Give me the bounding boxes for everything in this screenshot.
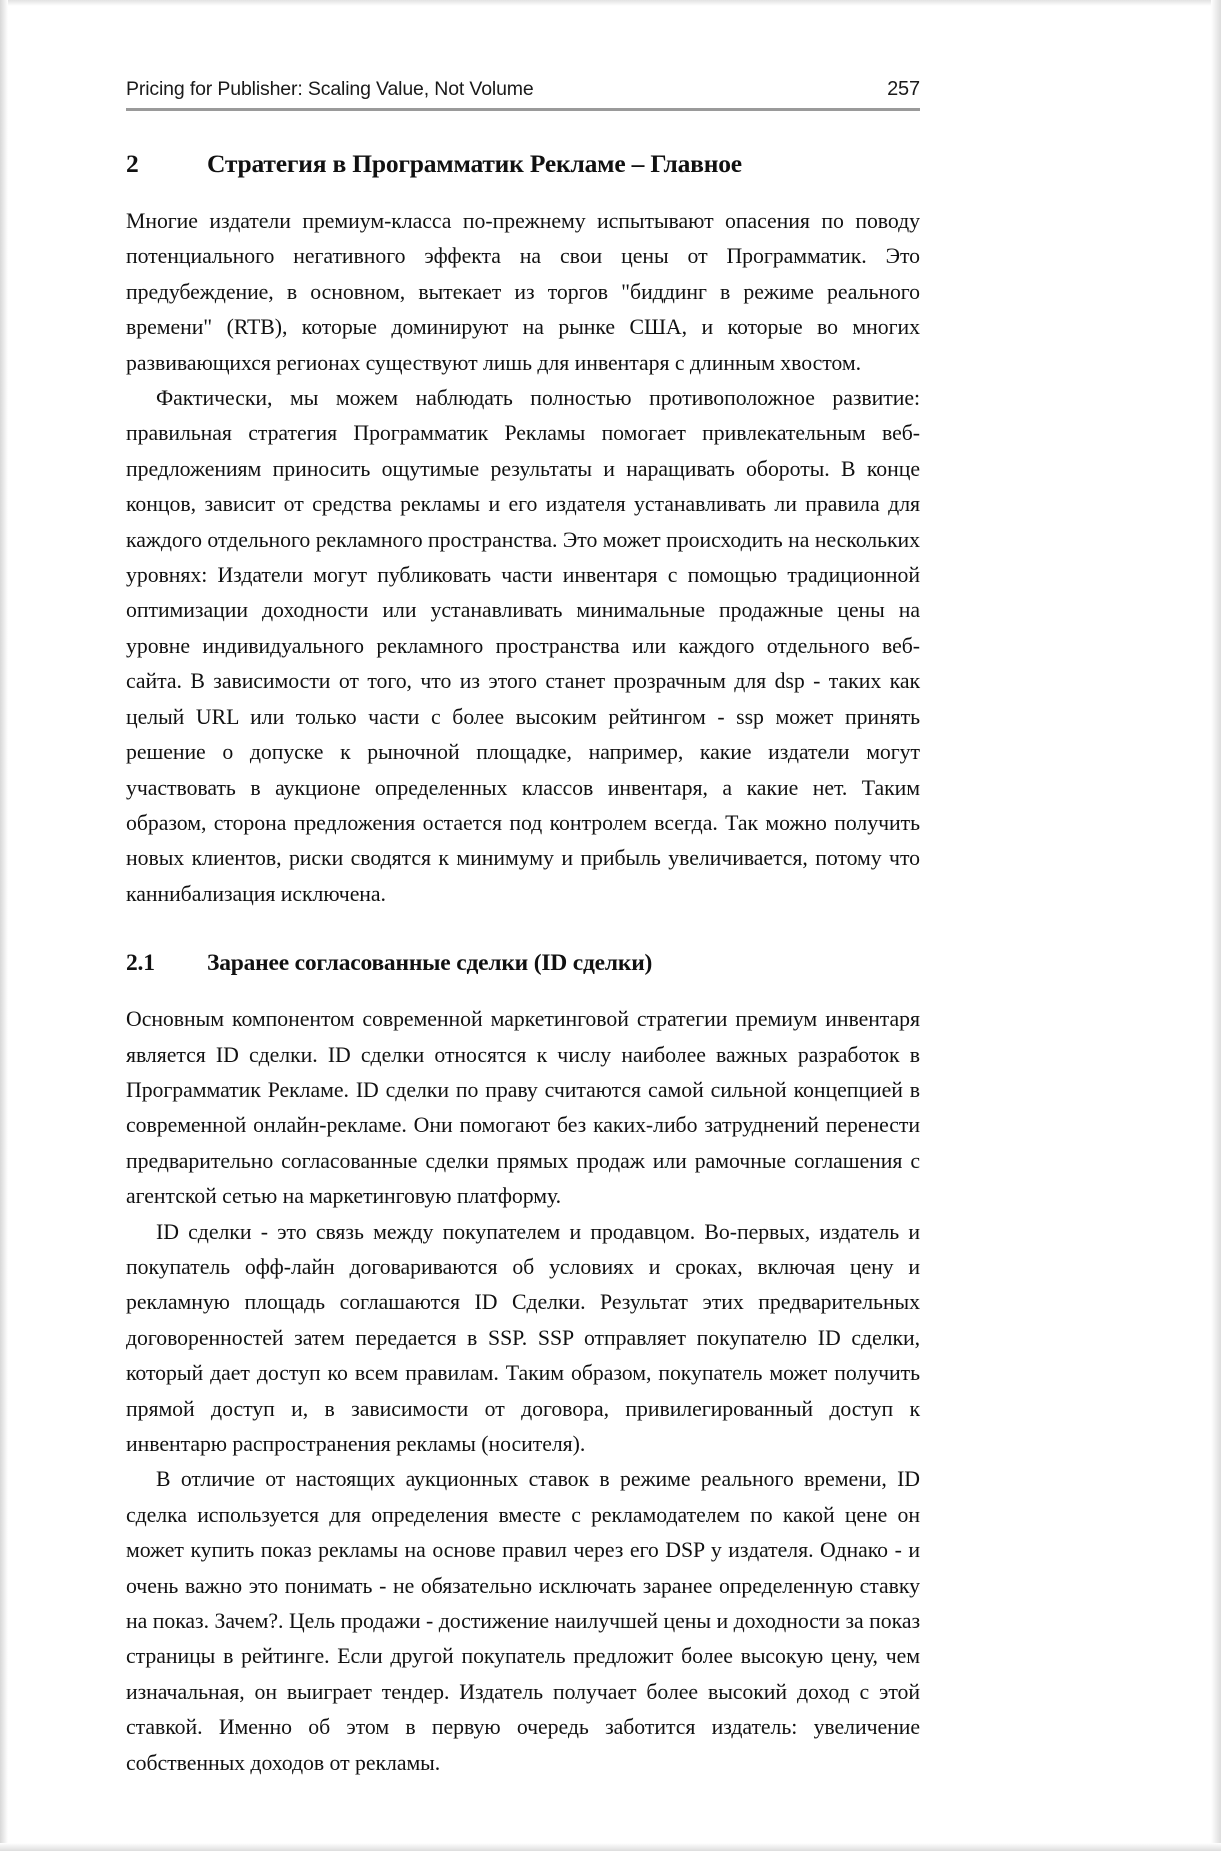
- header-rule: [126, 108, 920, 111]
- paragraph: ID сделки - это связь между покупателем и продавцом. Во-первых, издатель и покупатель офф-лайн договариваются об условиях и сроках, включая цену и рекламную площадь соглашаются ID Сделки. Результат этих предварительных договоренностей затем передается в SSP. SSP отправляет покупателю ID сделки, который дает доступ ко всем правилам. Таким образом, покупатель может получить прямой доступ и, в зависимости от договора, привилегированный доступ к инвентарю распространения рекламы (носителя).: [126, 1219, 920, 1456]
- scan-edge-bottom: [0, 1843, 1221, 1851]
- section-title: Стратегия в Программатик Рекламе – Главное: [207, 149, 742, 178]
- page-content: [126, 78, 920, 1781]
- paragraph: В отличие от настоящих аукционных ставок в режиме реального времени, ID сделка используется для определения вместе с рекламодателем по какой цене он может купить показ рекламы на основе правил через его DSP у издателя. Однако - и очень важно это понимать - не обязательно исключать заранее определенную ставку на показ. Зачем?. Цель продажи - достижение наилучшей цены и доходности за показ страницы в рейтинге. Если другой покупатель предложит более высокую цену, чем изначальная, он выиграет тендер. Издатель получает более высокий доход с этой ставкой. Именно об этом в первую очередь заботится издатель: увеличение собственных доходов от рекламы.: [126, 1467, 920, 1775]
- paragraph: Фактически, мы можем наблюдать полностью противоположное развитие: правильная стратегия Программатик Рекламы помогает привлекательным веб-предложениям приносить ощутимые результаты и наращивать обороты. В конце концов, зависит от средства рекламы и его издателя устанавливать ли правила для каждого отдельного рекламного пространства. Это может происходить на нескольких уровнях: Издатели могут публиковать части инвентаря с помощью традиционной оптимизации доходности или устанавливать минимальные продажные цены на уровне индивидуального рекламного пространства или каждого отдельного веб-сайта. В зависимости от того, что из этого станет прозрачным для dsp - таких как целый URL или только части с более высоким рейтингом - ssp может принять решение о допуске к рыночной площадке, например, какие издатели могут участвовать в аукционе определенных классов инвентаря, а какие нет. Таким образом, сторона предложения остается под контролем всегда. Так можно получить новых клиентов, риски сводятся к минимуму и прибыль увеличивается, потому что каннибализация исключена.: [126, 386, 920, 906]
- section-number: 2: [126, 149, 139, 178]
- scan-edge-left: [0, 0, 8, 1851]
- page-number: 257: [887, 78, 920, 100]
- body-block-deal-id: [126, 1002, 920, 1781]
- scan-edge-right: [1211, 0, 1221, 1851]
- body-block-intro: [126, 204, 920, 912]
- section-heading-2-1: [126, 950, 920, 977]
- subsection-number: 2.1: [126, 950, 155, 977]
- running-header-title: Pricing for Publisher: Scaling Value, Not Volume: [126, 78, 534, 100]
- scan-edge-top: [0, 0, 1221, 6]
- running-header: [126, 78, 920, 104]
- section-heading-2: [126, 149, 920, 179]
- subsection-title: Заранее согласованные сделки (ID сделки): [207, 950, 653, 977]
- paragraph: Основным компонентом современной маркетинговой стратегии премиум инвентаря является ID сделки. ID сделки относятся к числу наиболее важных разработок в Программатик Рекламе. ID сделки по праву считаются самой сильной концепцией в современной онлайн-рекламе. Они помогают без каких-либо затруднений перенести предварительно согласованные сделки прямых продаж или рамочные соглашения с агентской сетью на маркетинговую платформу.: [126, 1007, 920, 1209]
- paragraph: Многие издатели премиум-класса по-прежнему испытывают опасения по поводу потенциального негативного эффекта на свои цены от Программатик. Это предубеждение, в основном, вытекает из торгов "биддинг в режиме реального времени" (RTB), которые доминируют на рынке США, и которые во многих развивающихся регионах существуют лишь для инвентаря с длинным хвостом.: [126, 209, 920, 375]
